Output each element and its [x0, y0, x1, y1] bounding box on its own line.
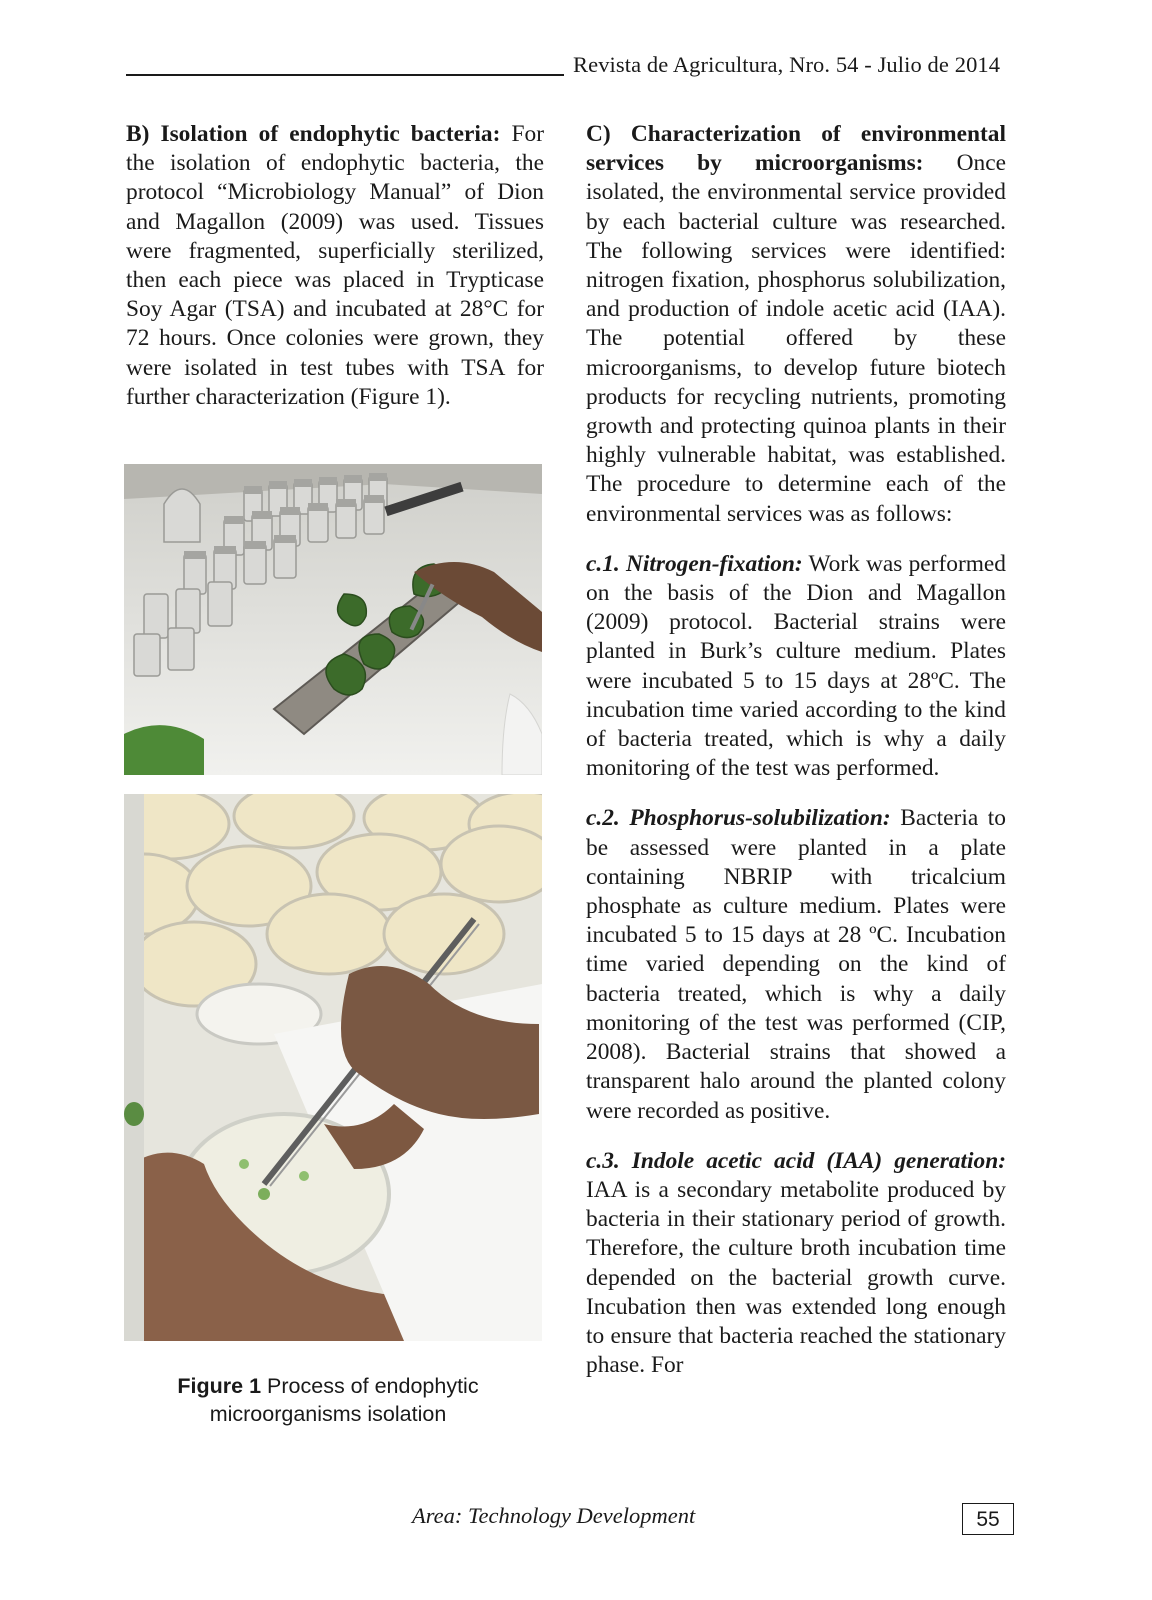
footer-area-label: Area: Technology Development — [412, 1503, 696, 1528]
section-b-body: For the isolation of endophytic bacteria, the protocol “Microbiology Manual” of Dion and Magallon (2009) was used. Tissues were fragmented, superficially sterilized, then each piece was placed in Trypticase Soy Agar (TSA) and incubated at 28°C for 72 hours. Once colonies were grown, they were isolated in test tubes with TSA for further characterization (Figure 1). — [126, 121, 545, 410]
c2-heading: c.2. Phosphorus-solubilization: — [586, 805, 891, 832]
section-c-body: Once isolated, the environmental service provided by each bacterial culture was researched. The following services were identified: nitrogen fixation, phosphorus solubilization, and production of indole acetic acid (IAA). The potential offered by these microorganisms, to develop future biotech products for recycling nutrients, promoting growth and protecting quinoa plants in their highly vulnerable habitat, was established. The procedure to determine each of the environmental services was as follows: — [586, 150, 1006, 527]
figure-photo-petri-dishes — [124, 794, 542, 1341]
section-b-paragraph — [126, 120, 544, 412]
left-column — [126, 120, 544, 412]
c1-body: Work was performed on the basis of the Dion and Magallon (2009) protocol. Bacterial strains were planted in Burk’s culture medium. Plates were incubated 5 to 15 days at 28ºC. The incubation time varied according to the kind of bacteria treated, which is why a daily monitoring of the test was performed. — [586, 550, 1007, 782]
figure-photo-leaf-fragmenting — [124, 464, 542, 775]
c3-heading: c.3. Indole acetic acid (IAA) generation: — [586, 1147, 1006, 1174]
c3-body: IAA is a secondary metabolite produced by bacteria in their stationary period of growth. Therefore, the culture broth incubation time depended on the bacterial growth curve. Incubation then was extended long enough to ensure that bacteria reached the stationary phase. For — [586, 1176, 1006, 1379]
right-column — [586, 120, 1006, 1380]
c2-body: Bacteria to be assessed were planted in a plate containing NBRIP with tricalcium phosphate as culture medium. Plates were incubated 5 to 15 days at 28 ºC. Incubation time varied depending on the kind of bacteria treated, which is why a daily monitoring of the test was performed (CIP, 2008). Bacterial strains that showed a transparent halo around the planted colony were recorded as positive. — [586, 805, 1006, 1124]
figure-label: Figure 1 — [177, 1374, 262, 1398]
header-rule — [126, 74, 564, 76]
section-c-heading: C) Characterization of environmental services by microorganisms: — [586, 121, 1006, 177]
figure-caption-text: Process of endophytic microorganisms isolation — [209, 1374, 479, 1426]
section-b-heading: B) Isolation of endophytic bacteria: — [126, 121, 501, 147]
c2-paragraph — [586, 804, 1006, 1125]
c1-paragraph — [586, 550, 1006, 784]
petri-dishes-photo-illustration — [124, 794, 542, 1341]
figure-caption — [126, 1372, 530, 1428]
page-number: 55 — [962, 1503, 1014, 1535]
leaf-fragmenting-photo-illustration — [124, 464, 542, 775]
c1-heading: c.1. Nitrogen-fixation: — [586, 550, 803, 577]
c3-paragraph — [586, 1147, 1006, 1381]
section-c-paragraph — [586, 120, 1006, 529]
running-head: Revista de Agricultura, Nro. 54 - Julio de 2014 — [573, 52, 1001, 77]
